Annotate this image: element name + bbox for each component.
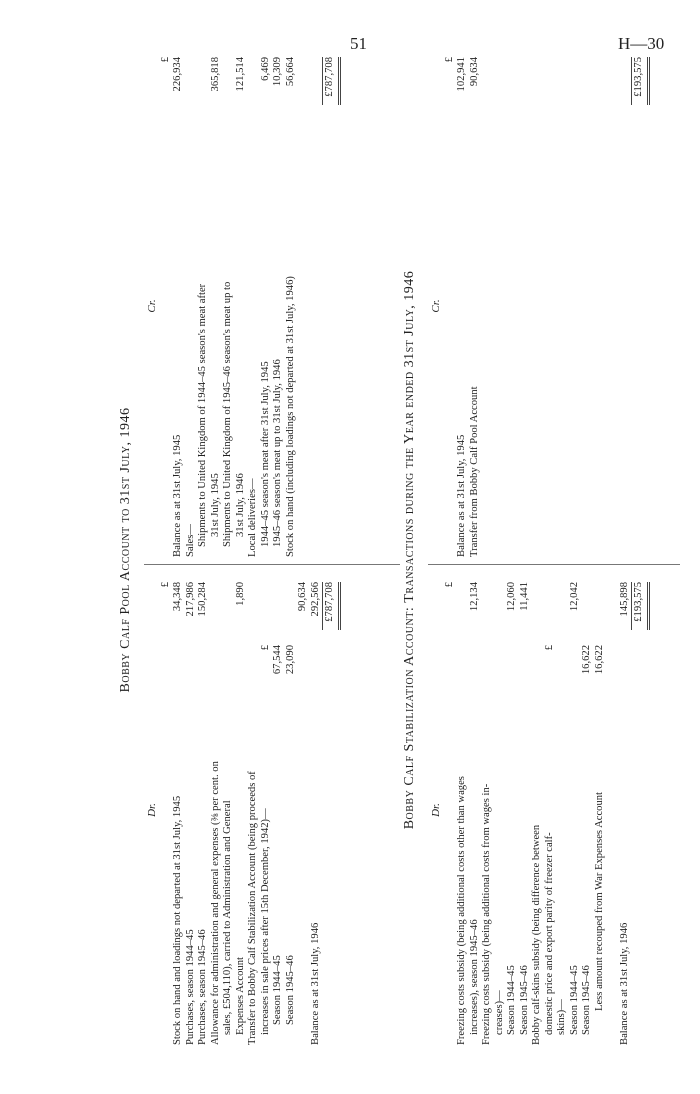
- ledger-line-text: Season 1944–45: [568, 965, 580, 1035]
- ledger-line: [272, 55, 285, 557]
- ledger-line: [581, 575, 594, 1045]
- ledger-line-text: domestic price and export parity of freezer calf-: [543, 832, 555, 1035]
- stab-credit-currency-row: [444, 55, 457, 557]
- ledger-amount: 90,634: [297, 582, 308, 612]
- ledger-line: [185, 575, 198, 1045]
- ledger-line: [247, 575, 260, 1045]
- ledger-line: [247, 55, 260, 557]
- ledger-line: [469, 55, 482, 557]
- pool-debit-currency-row: [160, 575, 173, 1045]
- ledger-line-text: 31st July, 1946: [234, 473, 246, 537]
- stab-credit-total-row: [631, 55, 644, 557]
- ledger-line: [506, 575, 519, 1045]
- ledger-amount: 292,566: [309, 582, 321, 617]
- ledger-line-text: 31st July, 1945: [209, 473, 221, 537]
- column-divider: [428, 564, 680, 565]
- ledger-line-text: skins)—: [556, 999, 567, 1035]
- stab-debit-total: £193,575: [631, 582, 650, 630]
- ledger-line: [260, 55, 273, 557]
- document-reference: H—30: [618, 34, 665, 53]
- ledger-line-text: increases in sale prices after 15th December, 1942)—: [259, 808, 271, 1035]
- ledger-amount: 10,309: [272, 57, 283, 87]
- pool-debit-lines: [172, 575, 322, 1045]
- stab-debit-total-row: [631, 575, 644, 1045]
- ledger-line-text: Purchases, season 1944–45: [184, 929, 196, 1045]
- pool-debit-total: £787,708: [322, 582, 341, 630]
- pool-credit-total: £787,708: [322, 57, 341, 105]
- ledger-line: [310, 575, 323, 1045]
- stab-credit-label: Cr.: [430, 299, 442, 313]
- ledger-line-text: Freezing costs subsidy (being additional costs other than wages: [456, 776, 467, 1045]
- ledger-line: [456, 55, 469, 557]
- ledger-amount: 12,042: [568, 582, 580, 612]
- ledger-amount: 365,818: [209, 57, 221, 92]
- ledger-amount: 217,986: [184, 582, 196, 617]
- currency-symbol: £: [159, 57, 171, 63]
- ledger-amount: 16,622: [581, 645, 592, 675]
- ledger-line: [556, 575, 569, 1045]
- ledger-amount: 12,060: [506, 582, 517, 612]
- ledger-line-text: Balance as at 31st July, 1945: [456, 434, 467, 557]
- column-divider: [144, 564, 400, 565]
- ledger-line: [456, 575, 469, 1045]
- ledger-line-text: creases)—: [493, 990, 505, 1035]
- pool-credit-label: Cr.: [146, 299, 158, 313]
- ledger-line: [222, 55, 235, 557]
- ledger-line-text: increases), season 1945–46: [468, 919, 480, 1035]
- ledger-line-text: Season 1945–46: [284, 955, 296, 1025]
- ledger-amount: 23,090: [284, 645, 296, 675]
- stab-debit-label: Dr.: [430, 803, 442, 817]
- ledger-line: [260, 575, 273, 1045]
- ledger-line-text: Expenses Account: [234, 957, 246, 1035]
- currency-symbol: £: [159, 582, 171, 588]
- ledger-line-text: sales, £504,110), carried to Administration and General: [222, 800, 233, 1035]
- ledger-line: [272, 575, 285, 1045]
- ledger-line-text: Stock on hand and loadings not departed at 31st July, 1945: [172, 795, 183, 1045]
- pool-credit-total-row: [322, 55, 335, 557]
- pool-credit-column: [146, 55, 335, 557]
- ledger-amount: 102,941: [456, 57, 467, 92]
- ledger-line: [235, 575, 248, 1045]
- ledger-line: [197, 575, 210, 1045]
- stab-credit-total: £193,575: [631, 57, 650, 105]
- ledger-line-text: Transfer to Bobby Calf Stabilization Account (being proceeds of: [247, 771, 258, 1045]
- stab-credit-lines: [456, 55, 481, 557]
- pool-account-title: Bobby Calf Pool Account to 31st July, 1946: [118, 407, 133, 693]
- ledger-line: [197, 55, 210, 557]
- stab-credit-column: [430, 55, 644, 557]
- ledger-line-text: Transfer from Bobby Calf Pool Account: [468, 386, 480, 557]
- ledger-line-text: Season 1945–46: [518, 965, 530, 1035]
- stab-debit-currency-row: [444, 575, 457, 1045]
- ledger-line: [469, 575, 482, 1045]
- ledger-line: [519, 575, 532, 1045]
- ledger-line-text: Local deliveries—: [247, 478, 258, 557]
- ledger-line: [494, 575, 507, 1045]
- ledger-line: [172, 55, 185, 557]
- ledger-amount: £: [259, 645, 271, 651]
- pool-debit-column: [146, 575, 335, 1045]
- pool-credit-currency-row: [160, 55, 173, 557]
- ledger-line-text: Balance as at 31st July, 1945: [172, 434, 183, 557]
- ledger-line-text: Season 1944–45: [272, 955, 283, 1025]
- ledger-amount: 67,544: [272, 645, 283, 675]
- pool-debit-total-row: [322, 575, 335, 1045]
- ledger-line-text: Stock on hand (including loadings not departed at 31st July, 1946): [284, 276, 296, 557]
- ledger-amount: 145,898: [618, 582, 630, 617]
- ledger-line-text: Sales—: [184, 524, 196, 557]
- ledger-amount: 34,348: [172, 582, 183, 612]
- ledger-line: [544, 575, 557, 1045]
- pool-credit-lines: [172, 55, 297, 557]
- ledger-amount: 6,469: [259, 57, 271, 81]
- ledger-line: [594, 575, 607, 1045]
- ledger-line: [481, 575, 494, 1045]
- ledger-amount: 12,134: [468, 582, 480, 612]
- currency-symbol: £: [443, 57, 455, 63]
- ledger-line-text: Balance as at 31st July, 1946: [618, 922, 630, 1045]
- ledger-line-text: Freezing costs subsidy (being additional costs from wages in-: [481, 783, 492, 1045]
- ledger-line: [285, 575, 298, 1045]
- ledger-amount: 90,634: [468, 57, 480, 87]
- ledger-line-text: Purchases, season 1945–46: [197, 929, 208, 1045]
- ledger-line: [297, 575, 310, 1045]
- ledger-amount: £: [543, 645, 555, 651]
- ledger-line: [210, 55, 223, 557]
- currency-symbol: £: [443, 582, 455, 588]
- ledger-line-text: Season 1944–45: [506, 965, 517, 1035]
- stab-debit-column: [430, 575, 644, 1045]
- ledger-amount: 11,441: [518, 582, 530, 611]
- ledger-line-text: Shipments to United Kingdom of 1945–46 season's meat up to: [222, 281, 233, 547]
- ledger-line-text: Allowance for administration and general expenses (⅜ per cent. on: [209, 761, 221, 1045]
- ledger-amount: 56,664: [284, 57, 296, 87]
- ledger-amount: 16,622: [593, 645, 605, 675]
- ledger-line-text: 1945–46 season's meat up to 31st July, 1946: [272, 359, 283, 547]
- ledger-line: [210, 575, 223, 1045]
- ledger-line: [606, 575, 619, 1045]
- stabilization-account-section: [404, 55, 680, 1045]
- ledger-amount: 150,284: [197, 582, 208, 617]
- rotated-accounts-sheet: [120, 55, 680, 1045]
- ledger-amount: 1,890: [234, 582, 246, 606]
- page-number: 51: [350, 34, 367, 53]
- ledger-line: [222, 575, 235, 1045]
- ledger-amount: 226,934: [172, 57, 183, 92]
- ledger-line: [531, 575, 544, 1045]
- ledger-line: [619, 575, 632, 1045]
- ledger-line: [235, 55, 248, 557]
- stabilization-account-title: Bobby Calf Stabilization Account: Transactions during the Year ended 31st July, 1946: [402, 270, 417, 830]
- ledger-line-text: 1944–45 season's meat after 31st July, 1945: [259, 361, 271, 547]
- ledger-line-text: Balance as at 31st July, 1946: [309, 922, 321, 1045]
- ledger-line: [172, 575, 185, 1045]
- ledger-line: [285, 55, 298, 557]
- ledger-line: [569, 575, 582, 1045]
- ledger-line: [185, 55, 198, 557]
- ledger-amount: 121,514: [234, 57, 246, 92]
- ledger-line-text: Less amount recouped from War Expenses Account: [593, 791, 605, 1011]
- ledger-line-text: Season 1945–46: [581, 965, 592, 1035]
- ledger-line-text: Shipments to United Kingdom of 1944–45 season's meat after: [197, 283, 208, 547]
- pool-account-section: [120, 55, 400, 1045]
- ledger-line-text: Bobby calf-skins subsidy (being difference between: [531, 824, 542, 1045]
- pool-debit-label: Dr.: [146, 803, 158, 817]
- stab-debit-lines: [456, 575, 631, 1045]
